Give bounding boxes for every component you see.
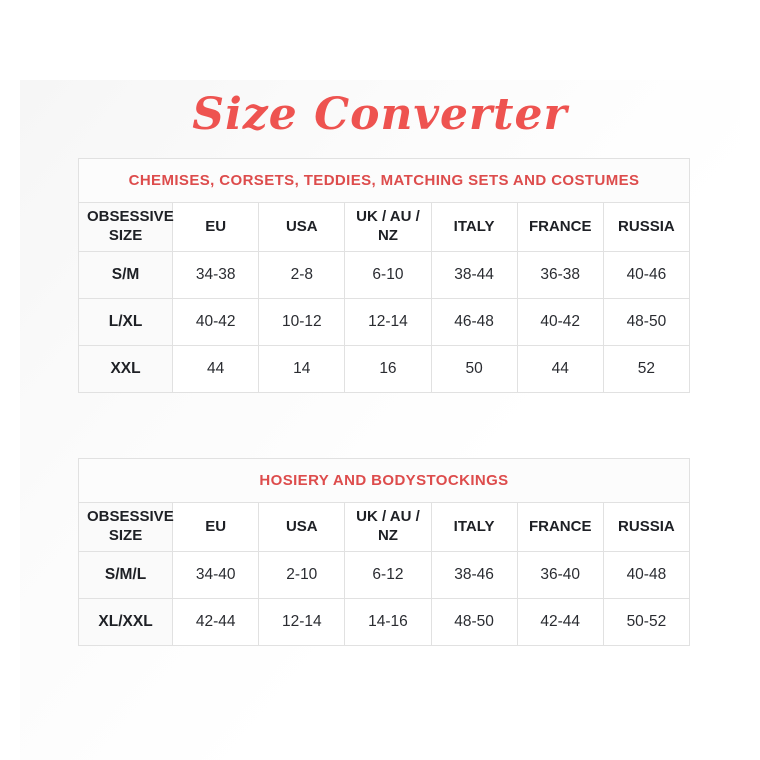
column-header: OBSESSIVE SIZE	[79, 203, 173, 252]
table-caption: HOSIERY AND BODYSTOCKINGS	[79, 459, 690, 503]
size-label: L/XL	[79, 299, 173, 346]
column-header: OBSESSIVE SIZE	[79, 503, 173, 552]
column-header: UK / AU / NZ	[345, 203, 431, 252]
size-value: 12-14	[345, 299, 431, 346]
table-row	[79, 299, 690, 346]
column-header: FRANCE	[517, 503, 603, 552]
size-value: 38-44	[431, 252, 517, 299]
size-value: 6-12	[345, 552, 431, 599]
size-label: S/M/L	[79, 552, 173, 599]
page-title: Size Converter	[192, 89, 568, 140]
size-value: 46-48	[431, 299, 517, 346]
size-value: 14	[259, 346, 345, 393]
size-value: 10-12	[259, 299, 345, 346]
table-caption: CHEMISES, CORSETS, TEDDIES, MATCHING SETS AND COSTUMES	[79, 159, 690, 203]
size-value: 48-50	[431, 599, 517, 646]
size-label: S/M	[79, 252, 173, 299]
size-label: XXL	[79, 346, 173, 393]
column-header-row	[79, 203, 690, 252]
size-value: 36-40	[517, 552, 603, 599]
size-value: 34-38	[173, 252, 259, 299]
size-value: 2-8	[259, 252, 345, 299]
size-table-hosiery	[78, 458, 690, 646]
size-value: 50	[431, 346, 517, 393]
column-header: ITALY	[431, 503, 517, 552]
column-header-row	[79, 503, 690, 552]
size-value: 42-44	[173, 599, 259, 646]
size-value: 36-38	[517, 252, 603, 299]
size-value: 2-10	[259, 552, 345, 599]
size-value: 38-46	[431, 552, 517, 599]
size-label: XL/XXL	[79, 599, 173, 646]
column-header: RUSSIA	[603, 503, 689, 552]
table-caption-row	[79, 159, 690, 203]
size-value: 40-46	[603, 252, 689, 299]
content-panel	[20, 80, 740, 760]
size-table-chemises	[78, 158, 690, 393]
size-value: 16	[345, 346, 431, 393]
size-value: 40-48	[603, 552, 689, 599]
table-row	[79, 346, 690, 393]
column-header: ITALY	[431, 203, 517, 252]
size-value: 52	[603, 346, 689, 393]
column-header: USA	[259, 203, 345, 252]
size-value: 12-14	[259, 599, 345, 646]
column-header: RUSSIA	[603, 203, 689, 252]
table-row	[79, 552, 690, 599]
column-header: FRANCE	[517, 203, 603, 252]
table-row	[79, 599, 690, 646]
size-value: 48-50	[603, 299, 689, 346]
size-value: 6-10	[345, 252, 431, 299]
size-value: 40-42	[517, 299, 603, 346]
column-header: UK / AU / NZ	[345, 503, 431, 552]
column-header: EU	[173, 503, 259, 552]
size-value: 44	[173, 346, 259, 393]
size-value: 40-42	[173, 299, 259, 346]
size-value: 44	[517, 346, 603, 393]
size-value: 14-16	[345, 599, 431, 646]
table-caption-row	[79, 459, 690, 503]
column-header: USA	[259, 503, 345, 552]
column-header: EU	[173, 203, 259, 252]
size-value: 34-40	[173, 552, 259, 599]
size-value: 42-44	[517, 599, 603, 646]
table-row	[79, 252, 690, 299]
size-value: 50-52	[603, 599, 689, 646]
